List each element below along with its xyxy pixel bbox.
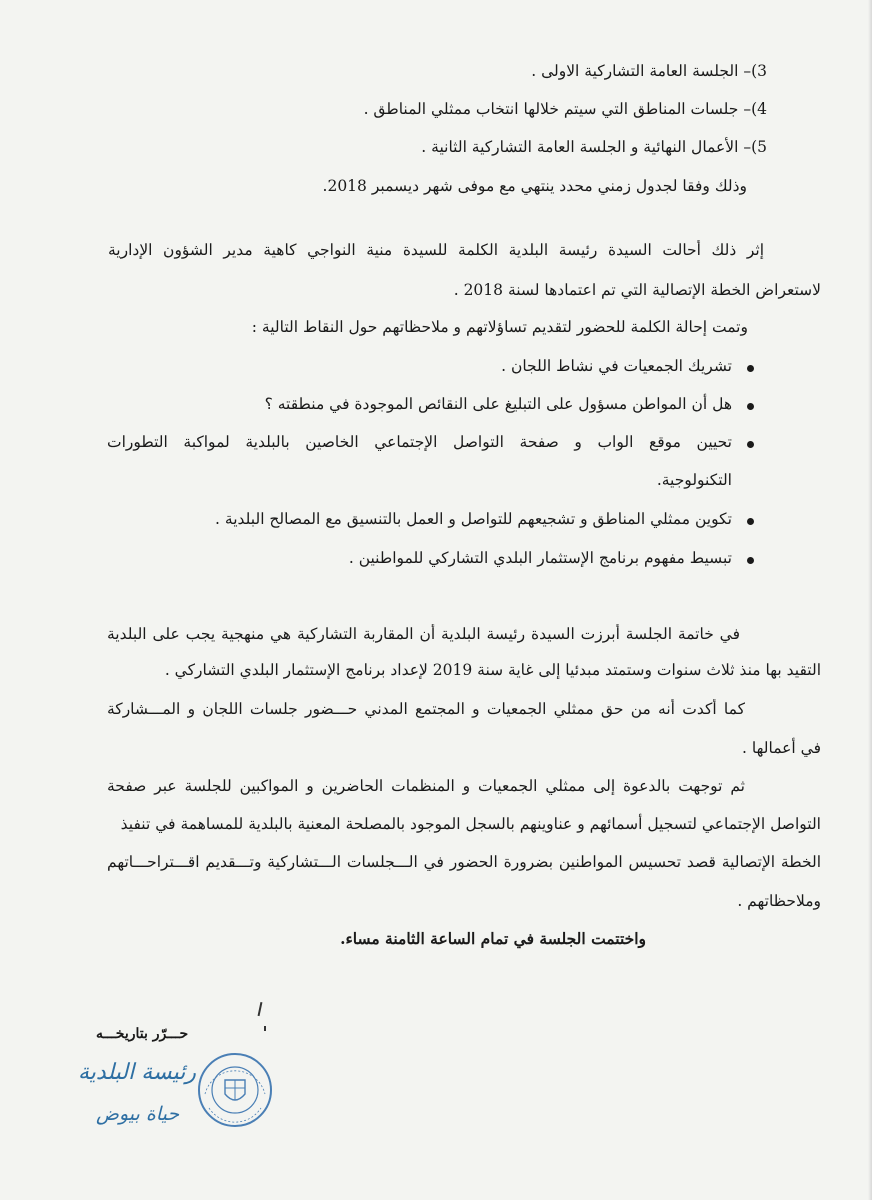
pen-mark (264, 1026, 266, 1031)
list-item-3: 3)– الجلسة العامة التشاركية الاولى . (531, 62, 767, 80)
list-item-4: 4)– جلسات المناطق التي سيتم خلالها انتخاب ممثلي المناطق . (363, 100, 767, 118)
list-item-5: 5)– الأعمال النهائية و الجلسة العامة التشاركية الثانية . (421, 138, 767, 156)
para1-line3: وتمت إحالة الكلمة للحضور لتقديم تساؤلاتهم و ملاحظاتهم حول النقاط التالية : (251, 318, 748, 336)
para2-line3: كما أكدت أنه من حق ممثلي الجمعيات و المجتمع المدني حـــضور جلسات اللجان و المـــشاركة (107, 700, 745, 718)
bullet-dot (747, 557, 754, 564)
bullet-dot (747, 441, 754, 448)
bullet-dot (747, 365, 754, 372)
mayor-name-handwritten: حياة بيوض (96, 1103, 180, 1125)
bullet-item: تحيين موقع الواب و صفحة التواصل الإجتماعي الخاصين بالبلدية لمواكبة التطورات (107, 433, 732, 451)
para1-line1: إثر ذلك أحالت السيدة رئيسة البلدية الكلمة للسيدة منية النواجي كاهية مدير الشؤون الإدارية (108, 241, 764, 259)
bullet-item: هل أن المواطن مسؤول على التبليغ على النقائص الموجودة في منطقته ؟ (264, 395, 732, 413)
para3-line1: ثم توجهت بالدعوة إلى ممثلي الجمعيات و المنظمات الحاضرين و المواكبين للجلسة عبر صفحة (107, 777, 745, 795)
bullet-item: تكوين ممثلي المناطق و تشجيعهم للتواصل و العمل بالتنسيق مع المصالح البلدية . (215, 510, 732, 528)
para2-line4: في أعمالها . (742, 739, 821, 757)
bullet-item: تبسيط مفهوم برنامج الإستثمار البلدي التشاركي للمواطنين . (348, 549, 732, 567)
bullet-dot (747, 518, 754, 525)
mayor-title-handwritten: رئيسة البلدية (78, 1060, 197, 1085)
page-edge (868, 0, 872, 1200)
para2-line1: في خاتمة الجلسة أبرزت السيدة رئيسة البلدية أن المقاربة التشاركية هي منهجية يجب على البلدية (107, 625, 740, 643)
pen-mark (258, 1002, 262, 1016)
para3-line2: التواصل الإجتماعي لتسجيل أسمائهم و عناوينهم بالسجل الموجود بالمصلحة المعنية بالبلدية للمساهمة في تنفيذ (120, 815, 821, 833)
para3-line3: الخطة الإتصالية قصد تحسيس المواطنين بضرورة الحضور في الـــجلسات الـــتشاركية وتـــقديم اقـــتراحـــاتهم (107, 853, 821, 871)
bullet-item-continuation: التكنولوجية. (656, 471, 732, 489)
bullet-item: تشريك الجمعيات في نشاط اللجان . (501, 357, 732, 375)
para2-line2: التقيد بها منذ ثلاث سنوات وستمتد مبدئيا إلى غاية سنة 2019 لإعداد برنامج الإستثمار البلدي التشاركي . (164, 661, 821, 679)
bullet-dot (747, 403, 754, 410)
para3-line4: وملاحظاتهم . (737, 892, 821, 910)
drafted-by-label: حـــرّر بتاريخـــه (96, 1026, 189, 1042)
para1-line2: لاستعراض الخطة الإتصالية التي تم اعتمادها لسنة 2018 . (453, 281, 821, 299)
municipal-seal (195, 1050, 275, 1130)
closing-statement: واختتمت الجلسة في تمام الساعة الثامنة مساء. (340, 929, 646, 948)
schedule-line: وذلك وفقا لجدول زمني محدد ينتهي مع موفى شهر ديسمبر 2018. (322, 177, 747, 195)
